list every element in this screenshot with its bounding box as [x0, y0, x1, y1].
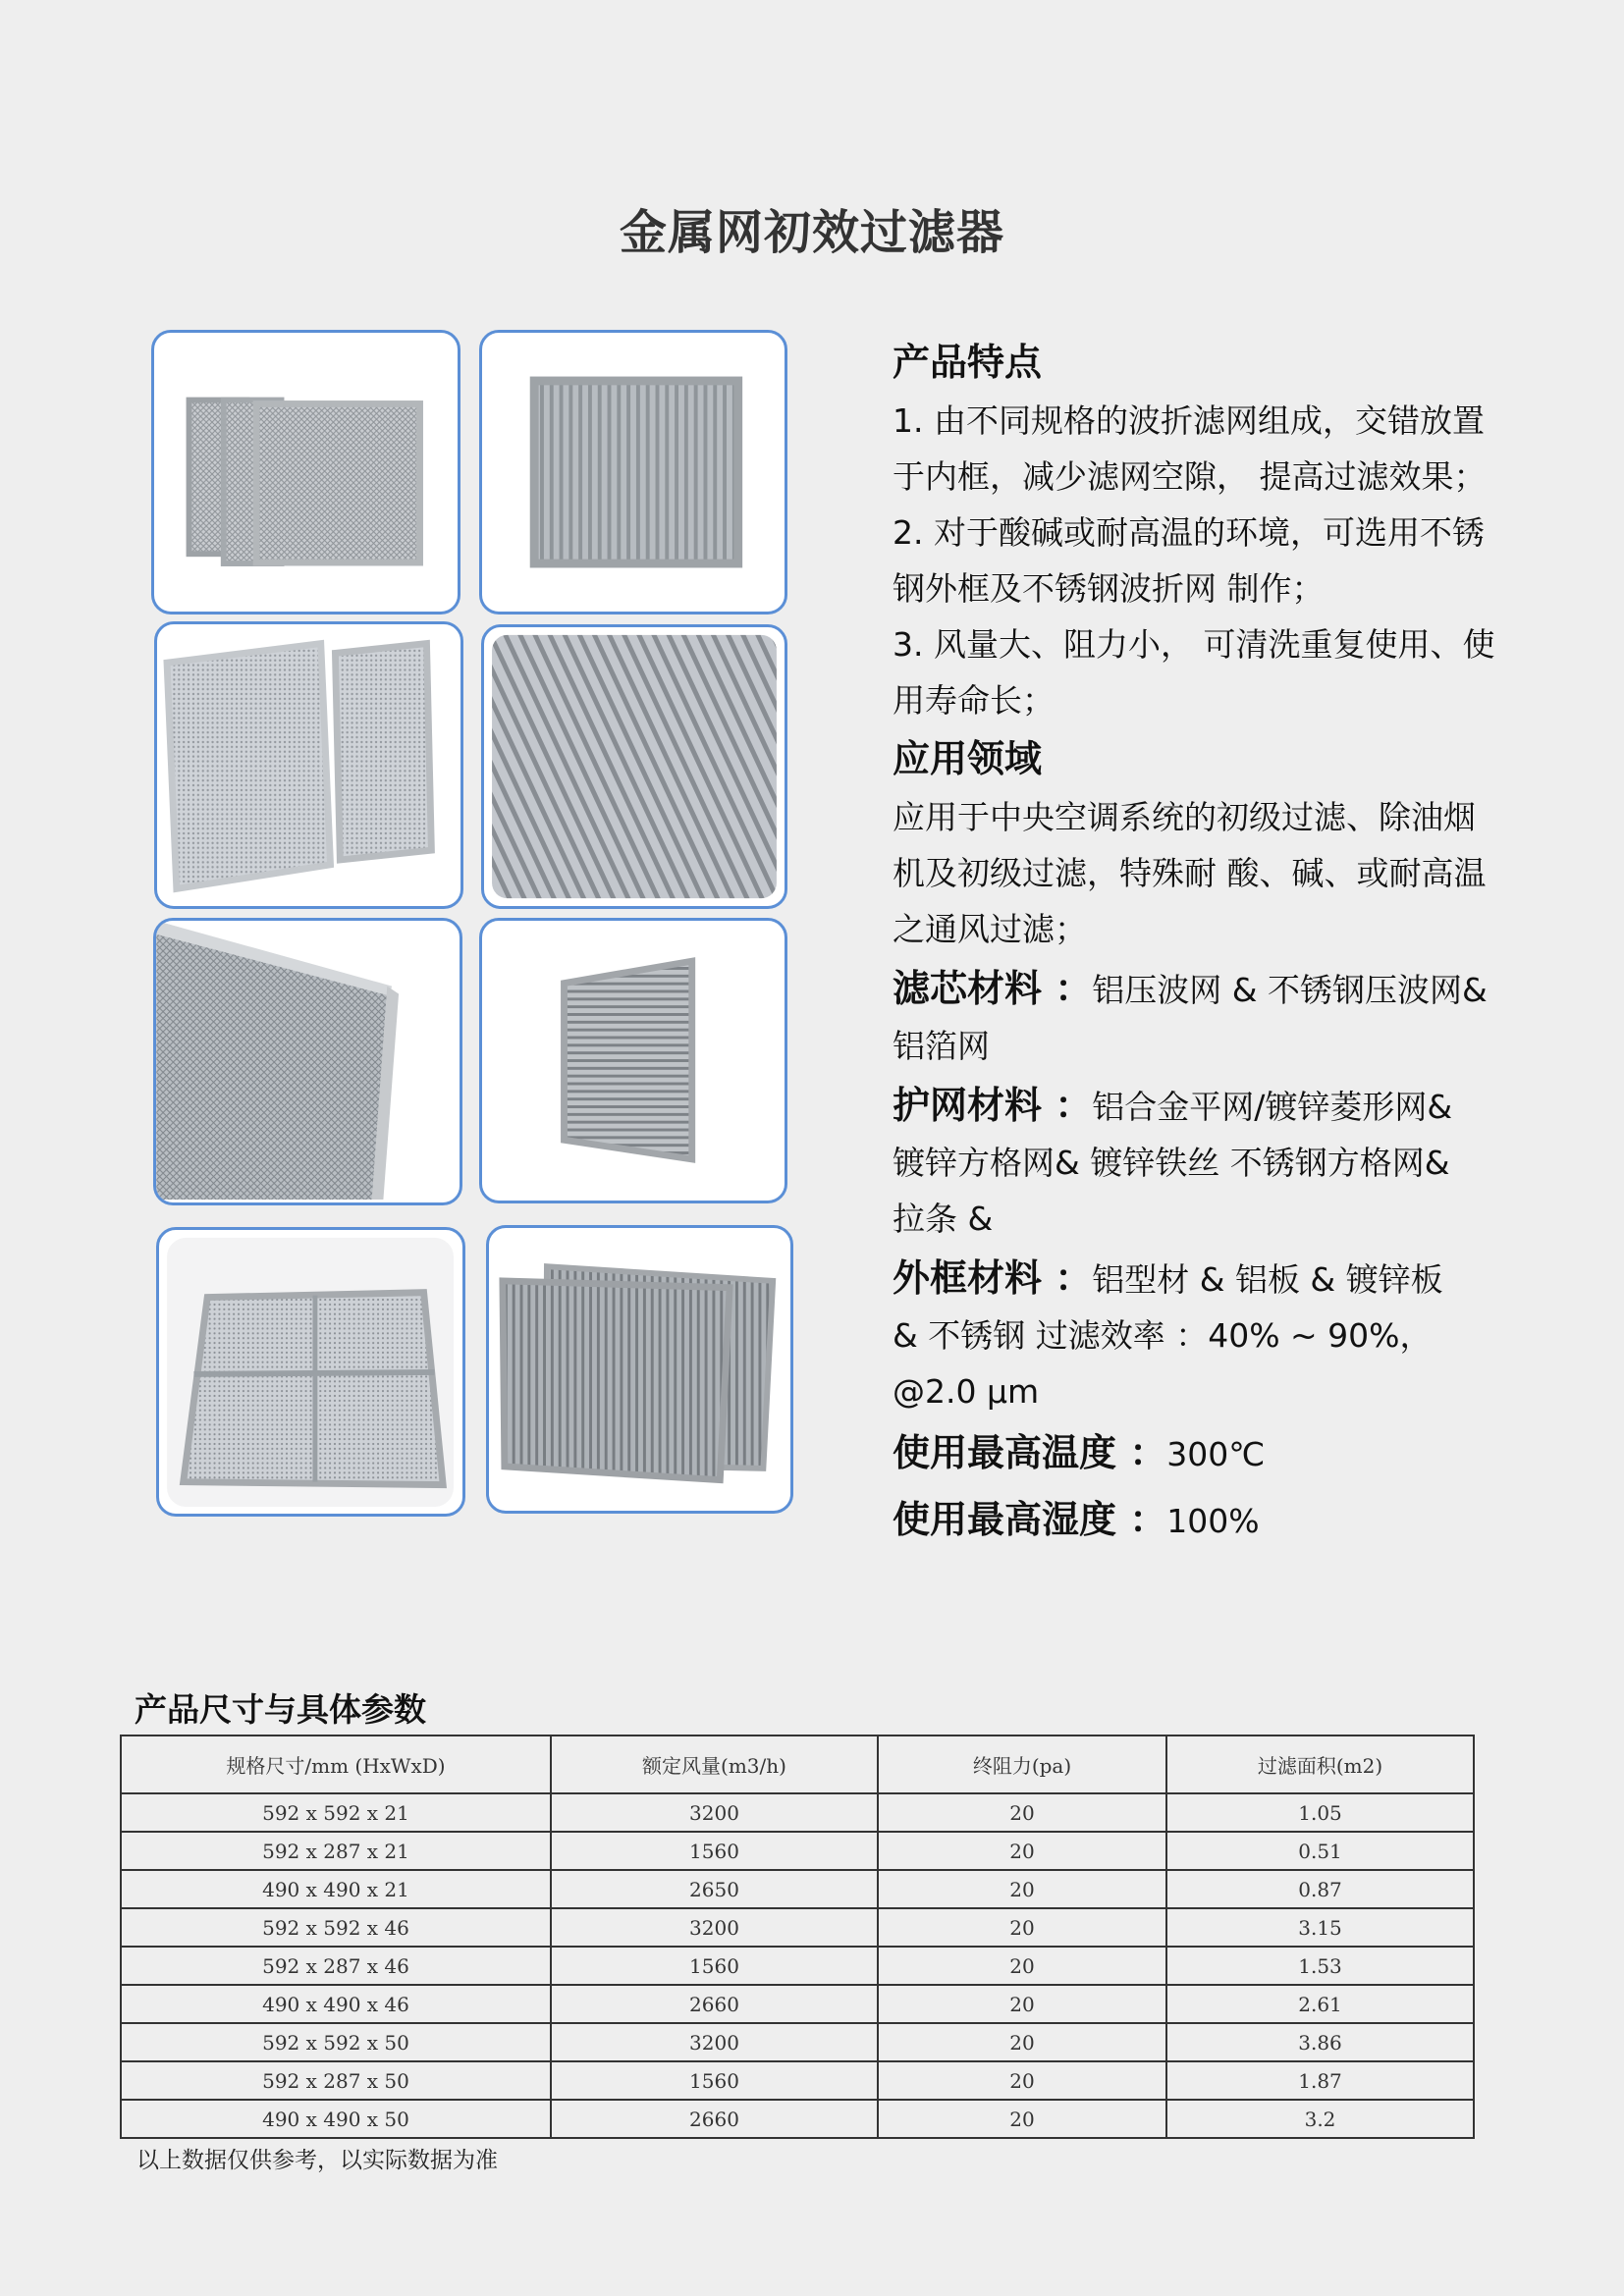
cell-size: 592 x 287 x 50 — [121, 2061, 551, 2100]
photo-single-filter — [479, 330, 787, 614]
photo-corner-closeup — [153, 918, 462, 1205]
cell-resistance: 20 — [878, 1832, 1166, 1870]
cell-area: 1.53 — [1166, 1947, 1474, 1985]
frame-material-value: 铝型材 & 铝板 & 镀锌板 — [1092, 1260, 1443, 1299]
cell-resistance: 20 — [878, 2100, 1166, 2138]
frame-material-value-2: & 不锈钢 过滤效率 ：40% ~ 90%， — [893, 1316, 1433, 1355]
cell-airflow: 3200 — [551, 1908, 878, 1947]
cell-area: 0.51 — [1166, 1832, 1474, 1870]
two-mesh-filters-angle-image — [157, 624, 460, 906]
header-resistance: 终阻力(pa) — [878, 1735, 1166, 1793]
table-row — [121, 1870, 1474, 1908]
page-title: 金属网初效过滤器 — [619, 205, 1004, 260]
cell-area: 3.86 — [1166, 2023, 1474, 2061]
three-aluminum-frame-filters-image — [154, 333, 458, 612]
max-humidity-label: 使用最高湿度 ： — [893, 1498, 1167, 1541]
two-filters-standing-image — [489, 1228, 790, 1511]
feature-line: 3. 风量大、阻力小， 可清洗重复使用、使 — [893, 625, 1495, 664]
feature-line: 2. 对于酸碱或耐高温的环境，可选用不锈 — [893, 513, 1485, 552]
spec-table — [120, 1735, 1475, 2139]
cell-area: 3.15 — [1166, 1908, 1474, 1947]
cell-airflow: 2660 — [551, 2100, 878, 2138]
core-material — [893, 961, 1521, 1018]
cell-airflow: 3200 — [551, 1793, 878, 1832]
core-material-value: 铝压波网 & 不锈钢压波网& — [1092, 971, 1488, 1009]
cell-resistance: 20 — [878, 1908, 1166, 1947]
table-row — [121, 1985, 1474, 2023]
header-airflow: 额定风量(m3/h) — [551, 1735, 878, 1793]
photo-filter-bars — [479, 918, 787, 1203]
cell-resistance: 20 — [878, 1985, 1166, 2023]
cell-area: 0.87 — [1166, 1870, 1474, 1908]
cell-area: 1.05 — [1166, 1793, 1474, 1832]
feature-line: 于内框，减少滤网空隙， 提高过滤效果； — [893, 457, 1487, 496]
max-humidity — [893, 1492, 1521, 1549]
cell-size: 490 x 490 x 50 — [121, 2100, 551, 2138]
cell-airflow: 1560 — [551, 1947, 878, 1985]
table-row — [121, 1832, 1474, 1870]
application-heading: 应用领域 — [893, 737, 1043, 780]
feature-line: 用寿命长； — [893, 681, 1055, 720]
application-line: 之通风过滤； — [893, 910, 1087, 948]
product-features — [893, 332, 1521, 1549]
core-material-value-2: 铝箔网 — [893, 1027, 990, 1065]
mesh-filter-corner-closeup-image — [156, 921, 460, 1202]
application-line: 应用于中央空调系统的初级过滤、除油烟 — [893, 798, 1476, 836]
table-row — [121, 1908, 1474, 1947]
cell-airflow: 2650 — [551, 1870, 878, 1908]
reference-note: 以上数据仅供参考，以实际数据为准 — [136, 2148, 498, 2173]
cell-airflow: 2660 — [551, 1985, 878, 2023]
cell-size: 490 x 490 x 46 — [121, 1985, 551, 2023]
photo-three-filters — [151, 330, 460, 614]
application-line: 机及初级过滤，特殊耐 酸、碱、或耐高温 — [893, 854, 1487, 892]
filter-with-bars-angle-image — [482, 921, 785, 1201]
cell-size: 592 x 592 x 21 — [121, 1793, 551, 1832]
table-row — [121, 2061, 1474, 2100]
cell-resistance: 20 — [878, 1793, 1166, 1832]
cell-airflow: 1560 — [551, 2061, 878, 2100]
frame-material — [893, 1251, 1521, 1308]
cell-size: 592 x 287 x 46 — [121, 1947, 551, 1985]
photo-cross-brace — [156, 1227, 465, 1517]
photo-two-filters — [154, 621, 463, 909]
cell-resistance: 20 — [878, 2023, 1166, 2061]
table-row — [121, 1947, 1474, 1985]
guard-material — [893, 1078, 1521, 1135]
max-temperature — [893, 1425, 1521, 1482]
table-row — [121, 2100, 1474, 2138]
cell-size: 592 x 592 x 46 — [121, 1908, 551, 1947]
photo-mesh-closeup — [481, 624, 787, 909]
guard-material-value-3: 拉条 & — [893, 1200, 994, 1238]
guard-material-value: 铝合金平网/镀锌菱形网& — [1092, 1088, 1453, 1126]
max-temperature-label: 使用最高温度 ： — [893, 1431, 1167, 1474]
max-humidity-value: 100% — [1166, 1502, 1260, 1540]
cell-size: 490 x 490 x 21 — [121, 1870, 551, 1908]
header-area: 过滤面积(m2) — [1166, 1735, 1474, 1793]
photo-two-standing — [486, 1225, 793, 1514]
frame-material-label: 外框材料 ： — [893, 1256, 1093, 1300]
cell-resistance: 20 — [878, 2061, 1166, 2100]
features-heading: 产品特点 — [893, 341, 1043, 384]
spec-title: 产品尺寸与具体参数 — [135, 1690, 426, 1729]
max-temperature-value: 300℃ — [1166, 1435, 1266, 1473]
guard-material-label: 护网材料 ： — [893, 1084, 1093, 1127]
filter-with-cross-brace-image — [159, 1230, 462, 1514]
cell-airflow: 3200 — [551, 2023, 878, 2061]
cell-area: 2.61 — [1166, 1985, 1474, 2023]
cell-resistance: 20 — [878, 1947, 1166, 1985]
cell-size: 592 x 287 x 21 — [121, 1832, 551, 1870]
guard-material-value-2: 镀锌方格网& 镀锌铁丝 不锈钢方格网& — [893, 1144, 1450, 1182]
cell-size: 592 x 592 x 50 — [121, 2023, 551, 2061]
table-header-row — [121, 1735, 1474, 1793]
table-row — [121, 2023, 1474, 2061]
table-row — [121, 1793, 1474, 1832]
frame-material-value-3: @2.0 μm — [893, 1372, 1040, 1411]
cell-area: 3.2 — [1166, 2100, 1474, 2138]
feature-line: 1. 由不同规格的波折滤网组成，交错放置 — [893, 401, 1485, 440]
cell-area: 1.87 — [1166, 2061, 1474, 2100]
single-pleated-filter-front-image — [482, 333, 785, 612]
feature-line: 钢外框及不锈钢波折网 制作； — [893, 569, 1325, 608]
wave-mesh-closeup-image — [484, 627, 785, 906]
cell-resistance: 20 — [878, 1870, 1166, 1908]
core-material-label: 滤芯材料 ： — [893, 967, 1093, 1010]
header-size: 规格尺寸/mm (HxWxD) — [121, 1735, 551, 1793]
cell-airflow: 1560 — [551, 1832, 878, 1870]
